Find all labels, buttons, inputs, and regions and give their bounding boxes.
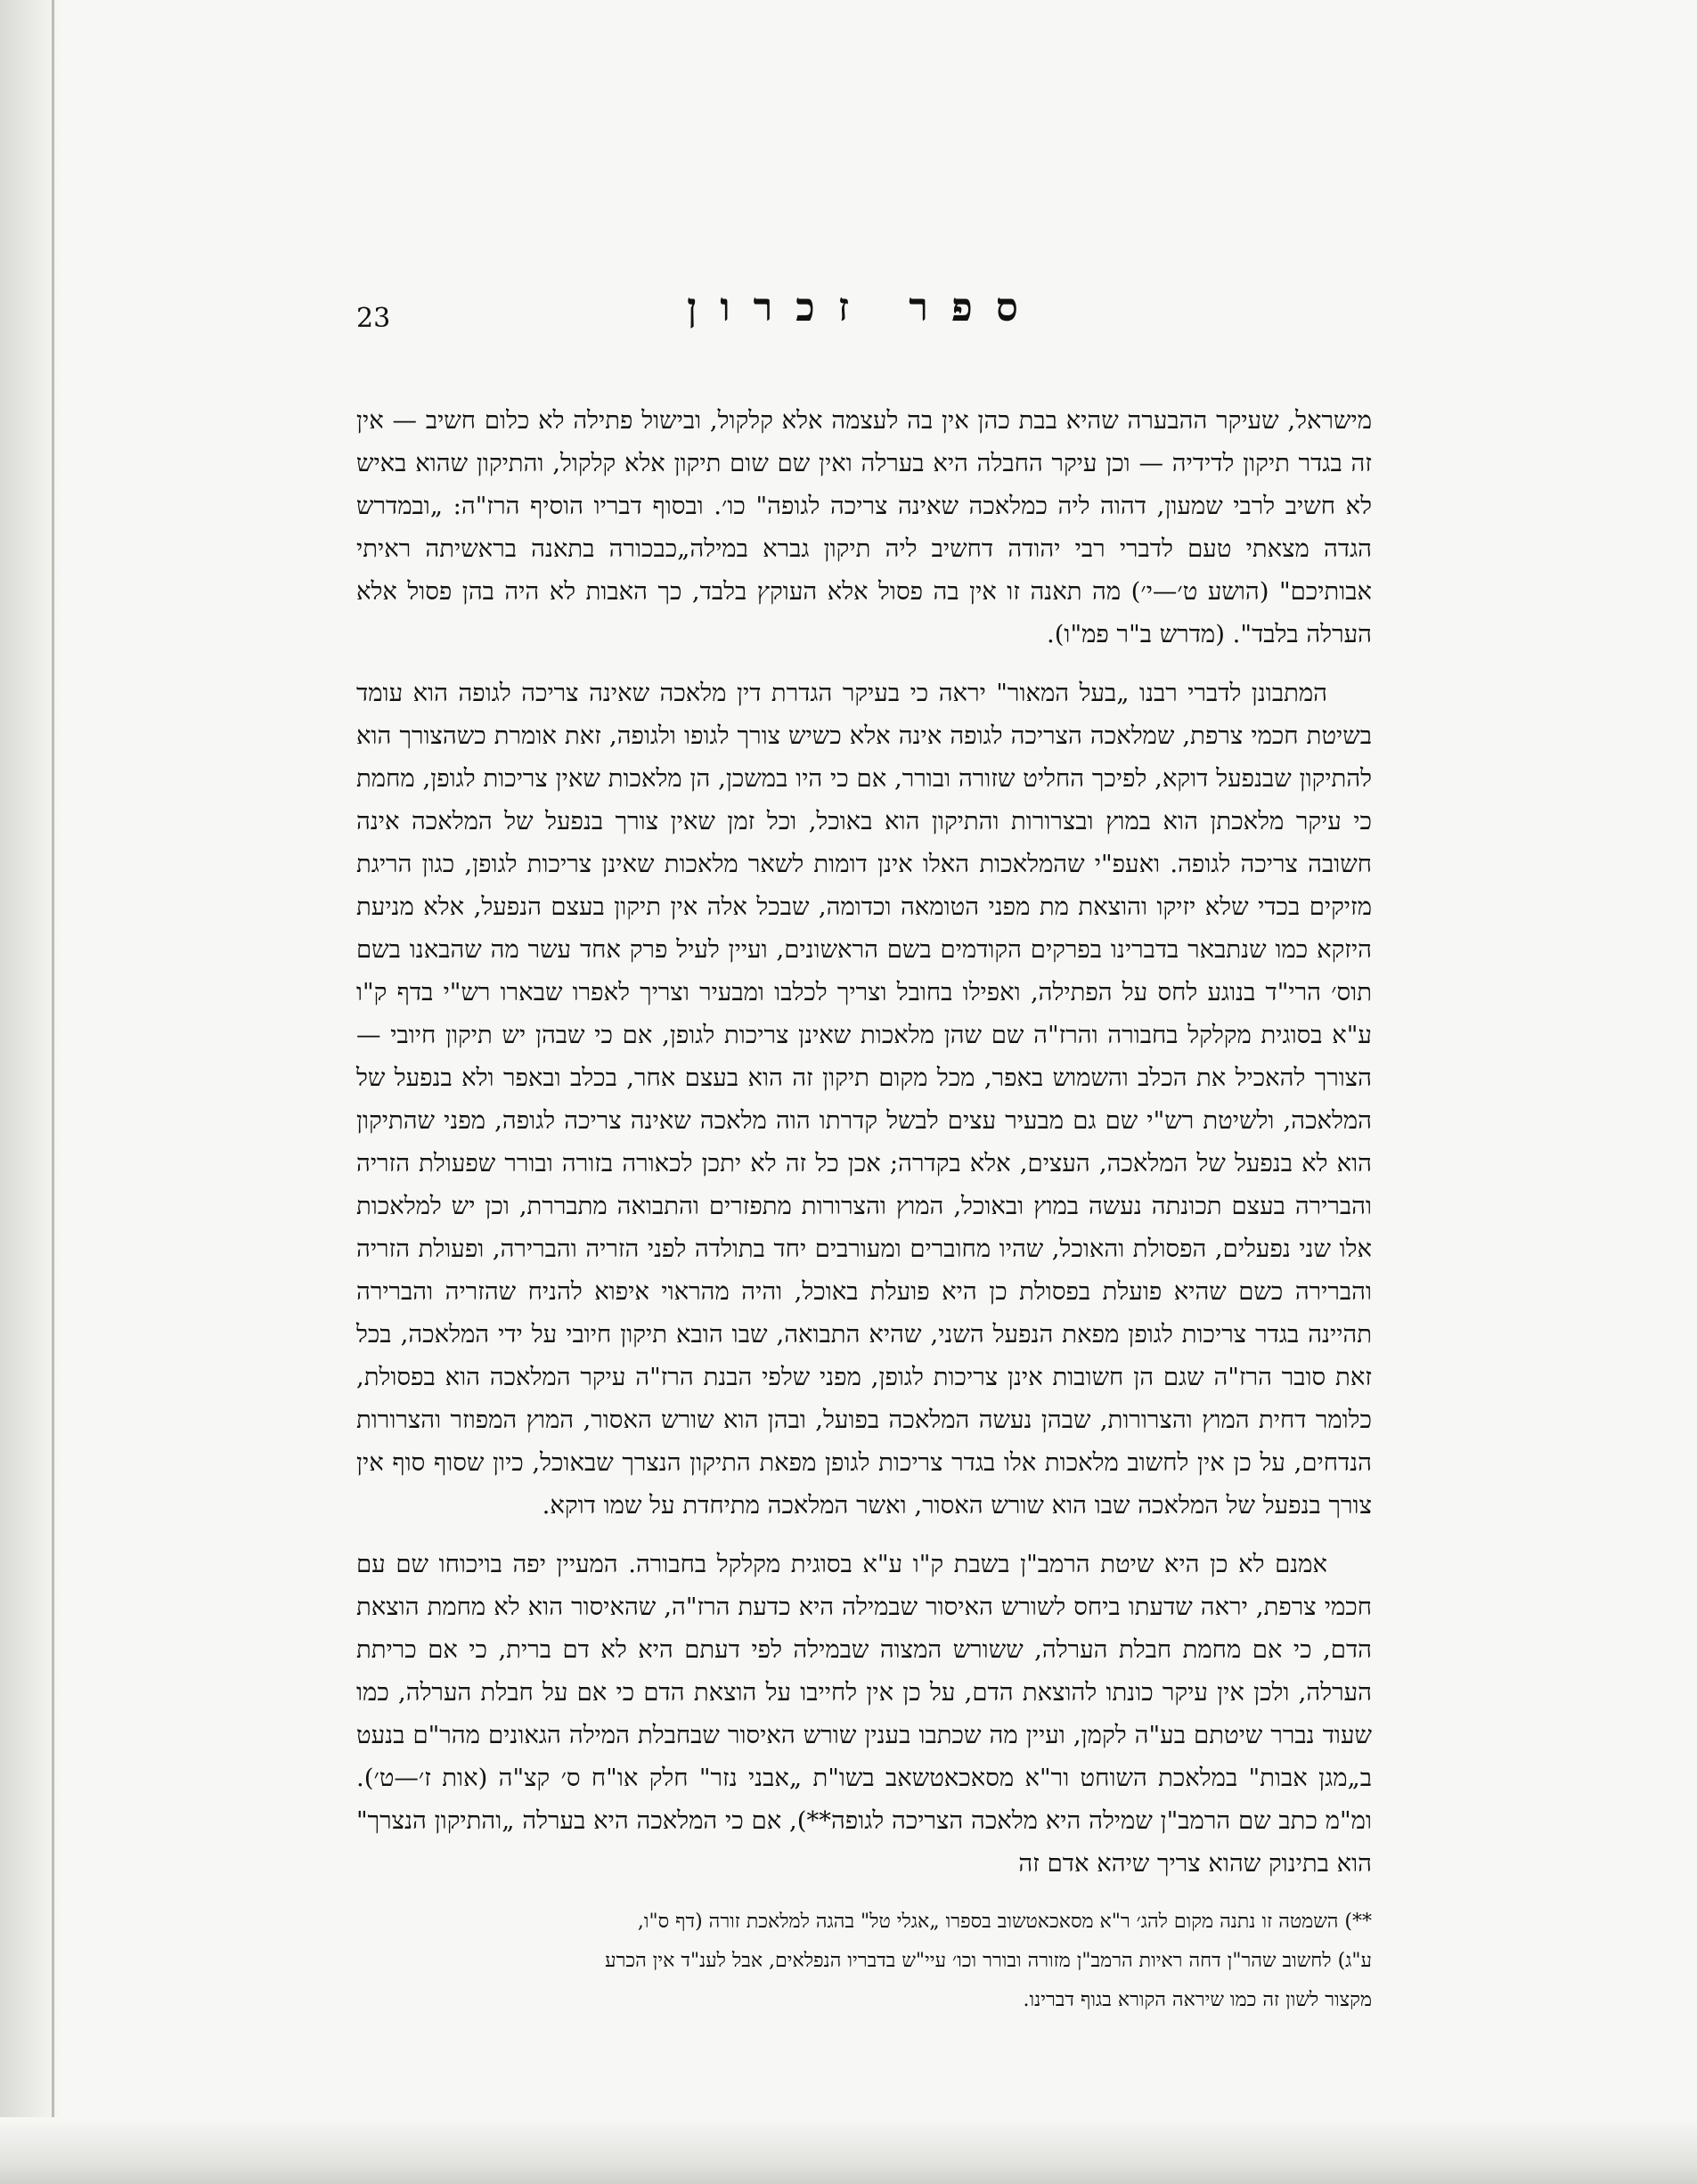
book-page xyxy=(356,285,1372,2020)
page-bottom-edge xyxy=(0,2117,1697,2184)
footnote-line: ע"ג) לחשוב שהר"ן דחה ראיות הרמב"ן מזורה ובורר וכו׳ עיי"ש בדבריו הנפלאים, אבל לענ"ד אין הכרע xyxy=(605,1950,1372,1972)
page-number: 23 xyxy=(356,303,391,334)
paragraph: המתבונן לדברי רבנו „בעל המאור" יראה כי בעיקר הגדרת דין מלאכה שאינה צריכה לגופה הוא עומד בשיטת חכמי צרפת, שמלאכה הצריכה לגופה אינה אלא כשיש צורך לגופו ולגופה, זאת אומרת כשהצורך הוא להתיקון שבנפעל דוקא, לפיכך החליט שזורה ובורר, אם כי היו במשכן, הן מלאכות שאין צריכות לגופן, מחמת כי עיקר מלאכתן הוא במוץ ובצרורות והתיקון הוא באוכל, וכל זמן שאין צורך בנפעל של המלאכה אינה חשובה צריכה לגופה. ואעפ"י שהמלאכות האלו אינן דומות לשאר מלאכות שאינן צריכות לגופן, כגון הריגת מזיקים בכדי שלא יזיקו והוצאת מת מפני הטומאה וכדומה, שבכל אלה אין תיקון בעצם הנפעל, אלא מניעת היזקא כמו שנתבאר בדברינו בפרקים הקודמים בשם הראשונים, ועיין לעיל פרק אחד עשר מה שהבאנו בשם תוס׳ הרי"ד בנוגע לחס על הפתילה, ואפילו בחובל וצריך לכלבו ומבעיר וצריך לאפרו שבארו רש"י בדף ק"ו ע"א בסוגית מקלקל בחבורה והרז"ה שם שהן מלאכות שאינן צריכות לגופן, אם כי שבהן יש תיקון חיובי — הצורך להאכיל את הכלב והשמוש באפר, מכל מקום תיקון זה הוא בעצם אחר, בכלב ובאפר ולא בנפעל של המלאכה, ולשיטת רש"י שם גם מבעיר עצים לבשל קדרתו הוה מלאכה שאינה צריכה לגופה, מפני שהתיקון הוא לא בנפעל של המלאכה, העצים, אלא בקדרה; אכן כל זה לא יתכן לכאורה בזורה ובורר שפעולת הזריה והברירה בעצם תכונתה נעשה במוץ ובאוכל, המוץ והצרורות מתפזרים והתבואה מתבררת, וכן יש למלאכות אלו שני נפעלים, הפסולת והאוכל, שהיו מחוברים ומעורבים יחד בתולדה לפני הזריה והברירה, ופעולת הזריה והברירה כשם שהיא פועלת בפסולת כן היא פועלת באוכל, והיה מהראוי איפוא להניח שהזריה והברירה תהיינה בגדר צריכות לגופן מפאת הנפעל השני, שהיא התבואה, שבו הובא תיקון חיובי על ידי המלאכה, בכל זאת סובר הרז"ה שגם הן חשובות אינן צריכות לגופן, מפני שלפי הבנת הרז"ה עיקר המלאכה הוא בפסולת, כלומר דחית המוץ והצרורות, שבהן נעשה המלאכה בפועל, ובהן הוא שורש האסור, המוץ המפוזר והצרורות הנדחים, על כן אין לחשוב מלאכות אלו בגדר צריכות לגופן מפאת התיקון הנצרך שבאוכל, כיון שסוף סוף אין צורך בנפעל של המלאכה שבו הוא שורש האסור, ואשר המלאכה מתיחדת על שמו דוקא. xyxy=(356,679,1372,1520)
running-header xyxy=(356,285,1372,356)
footnote-line: מקצור לשון זה כמו שיראה הקורא בגוף דברינו. xyxy=(1023,1989,1372,2011)
running-title: ספר זכרון xyxy=(687,285,1041,330)
footnotes xyxy=(356,1903,1372,2020)
footnote-line: **) השמטה זו נתנה מקום להג׳ ר"א מסאכאטשוב בספרו „אגלי טל" בהגה למלאכת זורה (דף ס"ו, xyxy=(637,1911,1372,1933)
page-left-edge xyxy=(0,0,62,2184)
paragraph: אמנם לא כן היא שיטת הרמב"ן בשבת ק"ו ע"א בסוגית מקלקל בחבורה. המעיין יפה בויכוחו שם עם חכמי צרפת, יראה שדעתו ביחס לשורש האיסור שבמילה היא כדעת הרז"ה, שהאיסור הוא לא מחמת הוצאת הדם, כי אם מחמת חבלת הערלה, ששורש המצוה שבמילה לפי דעתם היא לא דם ברית, כי אם כריתת הערלה, ולכן אין עיקר כונתו להוצאת הדם, על כן אין לחייבו על הוצאת הדם כי אם על חבלת הערלה, כמו שעוד נברר שיטתם בע"ה לקמן, ועיין מה שכתבו בענין שורש האיסור שבחבלת המילה הגאונים מהר"ם בנעט ב„מגן אבות" במלאכת השוחט ור"א מסאכאטשאב בשו"ת „אבני נזר" חלק או"ח ס׳ קצ"ה (אות ז׳—ט׳). ומ"מ כתב שם הרמב"ן שמילה היא מלאכה הצריכה לגופה**), אם כי המלאכה היא בערלה „והתיקון הנצרך" הוא בתינוק שהוא צריך שיהא אדם זה xyxy=(356,1550,1372,1878)
body-text xyxy=(356,399,1372,1885)
paragraph: מישראל, שעיקר ההבערה שהיא בבת כהן אין בה לעצמה אלא קלקול, ובישול פתילה לא כלום חשיב — אין זה בגדר תיקון לדידיה — וכן עיקר החבלה היא בערלה ואין שם שום תיקון אלא קלקול, והתיקון שהוא באיש לא חשיב לרבי שמעון, דהוה ליה כמלאכה שאינה צריכה לגופה" כו׳. ובסוף דבריו הוסיף הרז"ה: „ובמדרש הגדה מצאתי טעם לדברי רבי יהודה דחשיב ליה תיקון גברא במילה„כבכורה בתאנה בראשיתה ראיתי אבותיכם" (הושע ט׳—י׳) מה תאנה זו אין בה פסול אלא העוקץ בלבד, כך האבות לא היה בהן פסול אלא הערלה בלבד". (מדרש ב"ר פמ"ו). xyxy=(356,406,1372,648)
